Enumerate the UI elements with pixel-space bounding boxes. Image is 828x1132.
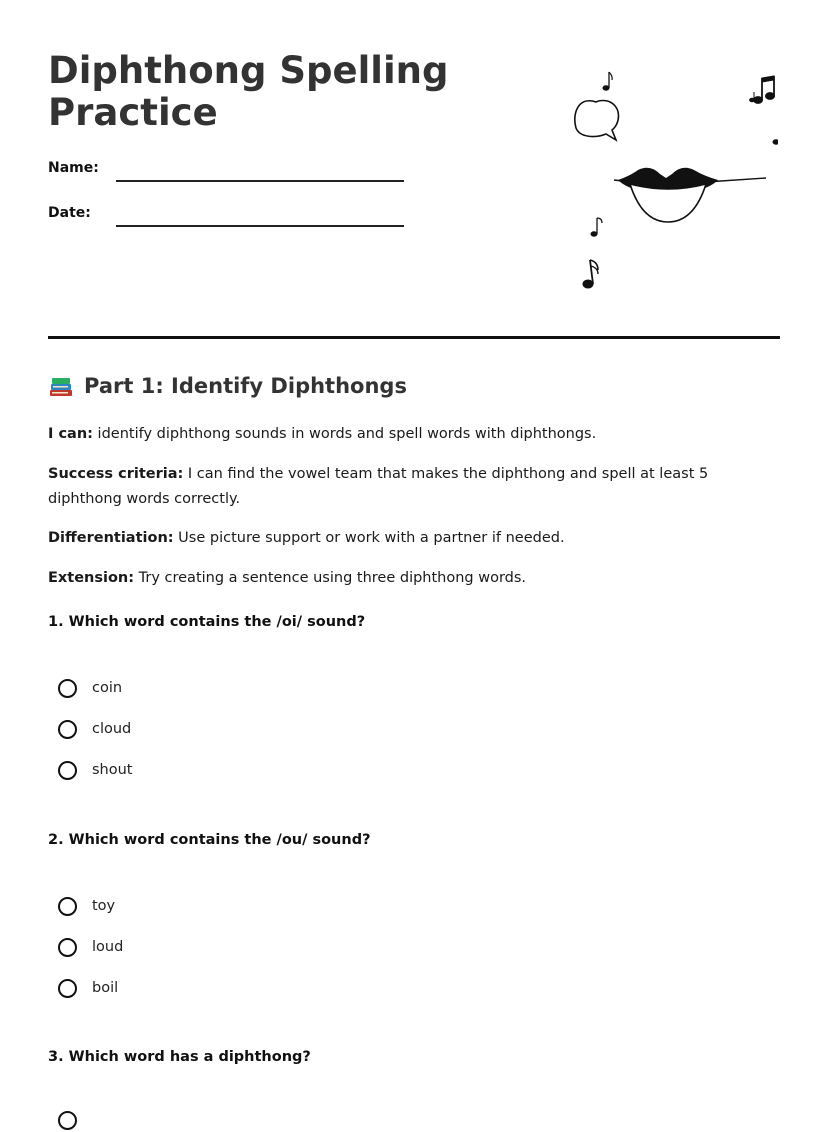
lips-icon — [614, 168, 766, 222]
extension — [48, 566, 780, 591]
q1-option-shout[interactable] — [58, 758, 133, 782]
music-note-icon — [591, 218, 602, 236]
option-label: cloud — [92, 721, 132, 737]
question-1: 1. Which word contains the /oi/ sound? — [48, 614, 366, 630]
q1-option-cloud[interactable] — [58, 717, 131, 741]
q3-option-1[interactable] — [58, 1108, 77, 1132]
radio-button[interactable] — [58, 720, 77, 739]
i-can-label: I can: — [48, 426, 93, 442]
q1-option-coin[interactable] — [58, 676, 122, 700]
radio-button[interactable] — [58, 679, 77, 698]
worksheet-title: Diphthong Spelling Practice — [48, 49, 449, 134]
radio-button[interactable] — [58, 938, 77, 957]
success-criteria-label: Success criteria: — [48, 466, 184, 482]
mouth-music-illustration — [518, 58, 778, 298]
books-icon — [48, 374, 74, 398]
option-label: toy — [92, 898, 116, 914]
option-label: loud — [92, 939, 124, 955]
question-2: 2. Which word contains the /ou/ sound? — [48, 832, 371, 848]
date-label: Date: — [48, 205, 91, 221]
music-note-icon — [754, 76, 775, 103]
extension-text: Try creating a sentence using three diphthong words. — [134, 570, 527, 586]
q2-option-loud[interactable] — [58, 935, 123, 959]
music-note-icon — [750, 92, 755, 102]
name-field[interactable] — [116, 180, 404, 182]
radio-button[interactable] — [58, 979, 77, 998]
date-field[interactable] — [116, 225, 404, 227]
section-divider — [48, 336, 780, 339]
name-label: Name: — [48, 160, 99, 176]
option-label: shout — [92, 762, 133, 778]
q2-option-boil[interactable] — [58, 976, 118, 1000]
success-criteria-text: I can find the vowel team that makes the diphthong and spell at least 5 diphthong words correctly. — [48, 466, 709, 507]
differentiation-text: Use picture support or work with a partner if needed. — [173, 530, 565, 546]
music-note-icon — [773, 130, 778, 144]
speech-bubble-icon — [575, 101, 619, 141]
radio-button[interactable] — [58, 761, 77, 780]
q2-option-toy[interactable] — [58, 894, 115, 918]
i-can-statement — [48, 422, 780, 447]
part1-heading-text: Part 1: Identify Diphthongs — [84, 374, 407, 398]
radio-button[interactable] — [58, 1111, 77, 1130]
question-3: 3. Which word has a diphthong? — [48, 1049, 311, 1065]
radio-button[interactable] — [58, 897, 77, 916]
differentiation — [48, 526, 780, 551]
differentiation-label: Differentiation: — [48, 530, 174, 546]
music-note-icon — [583, 260, 598, 288]
extension-label: Extension: — [48, 570, 135, 586]
option-label: boil — [92, 980, 119, 996]
success-criteria — [48, 462, 780, 512]
part1-heading — [48, 374, 407, 398]
music-note-icon — [603, 72, 612, 90]
i-can-text: identify diphthong sounds in words and spell words with diphthongs. — [92, 426, 597, 442]
option-label: coin — [92, 680, 123, 696]
